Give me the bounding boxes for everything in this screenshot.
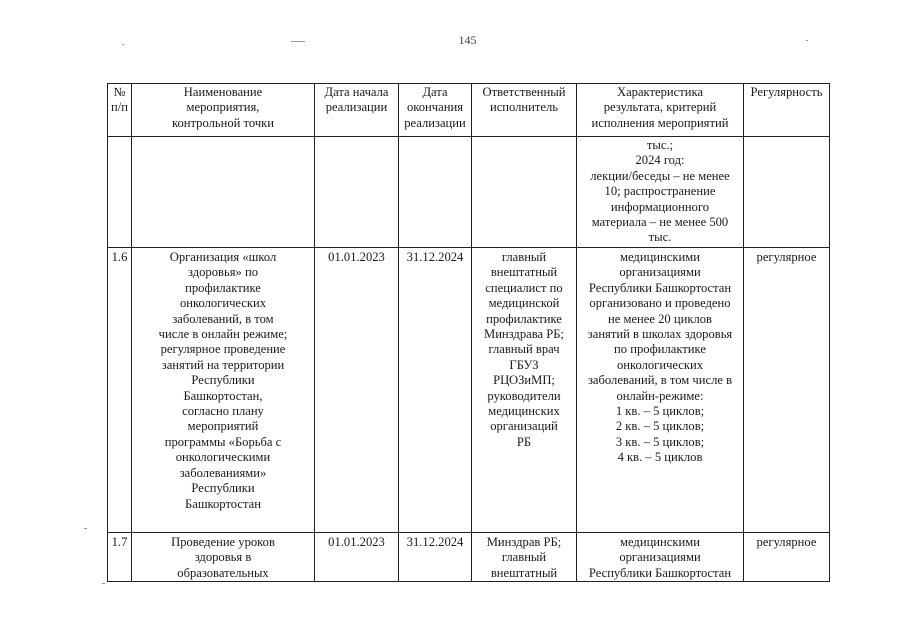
cell-text-line: Республики Башкортостан (588, 565, 732, 580)
cell-text-line: 1.7 (111, 535, 128, 549)
cell-name (132, 248, 315, 533)
cell-text-line: 10; распространение (604, 184, 716, 199)
cell-text-line: организациями (619, 265, 701, 280)
cell-text-line: информационного (610, 199, 710, 214)
cell-text-line: медицинскими (620, 250, 700, 264)
cell-text-line: регулярное (756, 250, 817, 264)
cell-text-line: не менее 20 циклов (608, 311, 712, 326)
cell-text-line: онкологическими (175, 450, 271, 465)
cell-text-line: лекции/беседы – не менее (590, 168, 730, 183)
cell-text-line: согласно плану (182, 404, 264, 419)
cell-text-line: здоровья в (194, 550, 252, 565)
cell-text-line: Характеристика (616, 85, 703, 99)
cell-start (315, 248, 399, 533)
cell-text-line: программы «Борьба с (164, 434, 282, 449)
scan-speck (122, 44, 124, 45)
cell-text-line: внештатный (490, 265, 558, 280)
cell-text-line: мероприятий (187, 419, 259, 434)
cell-text-line: окончания (406, 100, 463, 115)
cell-text-line: 4 кв. – 5 циклов (617, 450, 703, 465)
page-number: 145 (458, 33, 477, 47)
cell-text-line: онкологических (616, 357, 704, 372)
cell-start (315, 137, 399, 248)
cell-text-line: РЦОЗиМП; (493, 373, 555, 388)
cell-name (132, 137, 315, 248)
table-row (108, 137, 830, 248)
cell-text-line: 3 кв. – 5 циклов; (615, 434, 705, 449)
cell-regularity (744, 248, 830, 533)
cell-text-line: 01.01.2023 (328, 535, 385, 549)
cell-name (132, 533, 315, 582)
cell-text-line: числе в онлайн режиме; (158, 327, 288, 342)
cell-text-line: 01.01.2023 (328, 250, 385, 264)
cell-text-line: контрольной точки (171, 115, 275, 130)
cell-text-line: занятий в школах здоровья (587, 327, 733, 342)
cell-text-line: медицинской (488, 296, 560, 311)
cell-text-line: материала – не менее 500 (591, 215, 729, 230)
cell-text-line: РБ (516, 434, 532, 449)
cell-text-line: исполнения мероприятий (591, 115, 729, 130)
cell-text-line: Проведение уроков (171, 535, 275, 549)
cell-text-line: заболеваний, в том (172, 311, 274, 326)
cell-text-line: профилактике (185, 280, 261, 295)
cell-text-line: Регулярность (750, 85, 823, 99)
cell-text-line: ГБУЗ (509, 357, 539, 372)
cell-text-line: мероприятия, (186, 100, 260, 115)
cell-text-line: Башкортостан (185, 496, 261, 511)
cell-end (399, 248, 472, 533)
header-cell-result (577, 84, 744, 137)
activities-table (107, 83, 830, 582)
cell-text-line: по профилактике (614, 342, 706, 357)
cell-text-line: заболеваниями» (179, 465, 267, 480)
cell-responsible (472, 248, 577, 533)
cell-text-line: регулярное (756, 535, 817, 549)
cell-text-line: медицинскими (620, 535, 700, 549)
cell-text-line: организациями (619, 550, 701, 565)
table-header-row (108, 84, 830, 137)
cell-text-line: занятий на территории (161, 357, 285, 372)
cell-text-line: организаций (490, 419, 558, 434)
cell-text-line: № (113, 85, 126, 99)
cell-start (315, 533, 399, 582)
scan-speck (102, 583, 105, 584)
cell-text-line: реализации (404, 115, 466, 130)
cell-text-line: онкологических (179, 296, 267, 311)
cell-text-line: Наименование (183, 85, 263, 99)
table-row (108, 248, 830, 533)
header-cell-name (132, 84, 315, 137)
cell-result (577, 137, 744, 248)
cell-result (577, 248, 744, 533)
cell-text-line: 31.12.2024 (406, 250, 464, 264)
cell-regularity (744, 533, 830, 582)
cell-text-line: здоровья» по (187, 265, 258, 280)
cell-text-line: специалист по (485, 280, 563, 295)
cell-responsible (472, 533, 577, 582)
cell-text-line: руководители (487, 388, 561, 403)
cell-text-line: Республики (191, 481, 255, 496)
cell-text-line: организовано и проведено (589, 296, 731, 311)
table-row (108, 533, 830, 582)
cell-text-line: тыс.; (646, 138, 674, 152)
cell-responsible (472, 137, 577, 248)
header-cell-end (399, 84, 472, 137)
cell-text-line: 1 кв. – 5 циклов; (615, 404, 705, 419)
cell-text-line: Ответственный (482, 85, 566, 99)
cell-text-line: Башкортостан, (183, 388, 263, 403)
cell-num (108, 533, 132, 582)
cell-text-line: Организация «школ (169, 250, 277, 264)
header-cell-start (315, 84, 399, 137)
cell-text-line: тыс. (648, 230, 672, 245)
header-cell-num (108, 84, 132, 137)
cell-text-line: Дата (422, 85, 448, 99)
scan-speck (84, 528, 87, 529)
header-cell-regularity (744, 84, 830, 137)
cell-text-line: профилактике (486, 311, 562, 326)
cell-text-line: главный врач (488, 342, 560, 357)
cell-num (108, 137, 132, 248)
cell-text-line: заболеваний, в том числе в (587, 373, 733, 388)
cell-num (108, 248, 132, 533)
cell-text-line: 2024 год: (635, 153, 685, 168)
scan-speck (806, 40, 808, 41)
cell-text-line: 1.6 (111, 250, 128, 264)
cell-text-line: внештатный (490, 565, 558, 580)
cell-text-line: регулярное проведение (160, 342, 286, 357)
cell-text-line: 31.12.2024 (406, 535, 464, 549)
cell-regularity (744, 137, 830, 248)
cell-text-line: главный (501, 550, 547, 565)
cell-text-line: Минздрав РБ; (486, 535, 562, 549)
cell-result (577, 533, 744, 582)
cell-text-line: онлайн-режиме: (616, 388, 704, 403)
cell-text-line: результата, критерий (603, 100, 717, 115)
cell-text-line: Республики (191, 373, 255, 388)
cell-text-line: исполнитель (489, 100, 559, 115)
cell-text-line: Дата начала (324, 85, 389, 99)
cell-text-line: п/п (111, 100, 128, 115)
cell-text-line: Минздрава РБ; (484, 327, 564, 342)
cell-text-line: реализации (325, 100, 388, 115)
cell-text-line: медицинских (488, 404, 560, 419)
cell-end (399, 137, 472, 248)
cell-end (399, 533, 472, 582)
cell-text-line: образовательных (177, 565, 269, 580)
scan-speck (291, 41, 305, 42)
cell-text-line: 2 кв. – 5 циклов; (615, 419, 705, 434)
header-cell-responsible (472, 84, 577, 137)
cell-text-line: Республики Башкортостан (588, 280, 732, 295)
cell-text-line: главный (501, 250, 547, 264)
